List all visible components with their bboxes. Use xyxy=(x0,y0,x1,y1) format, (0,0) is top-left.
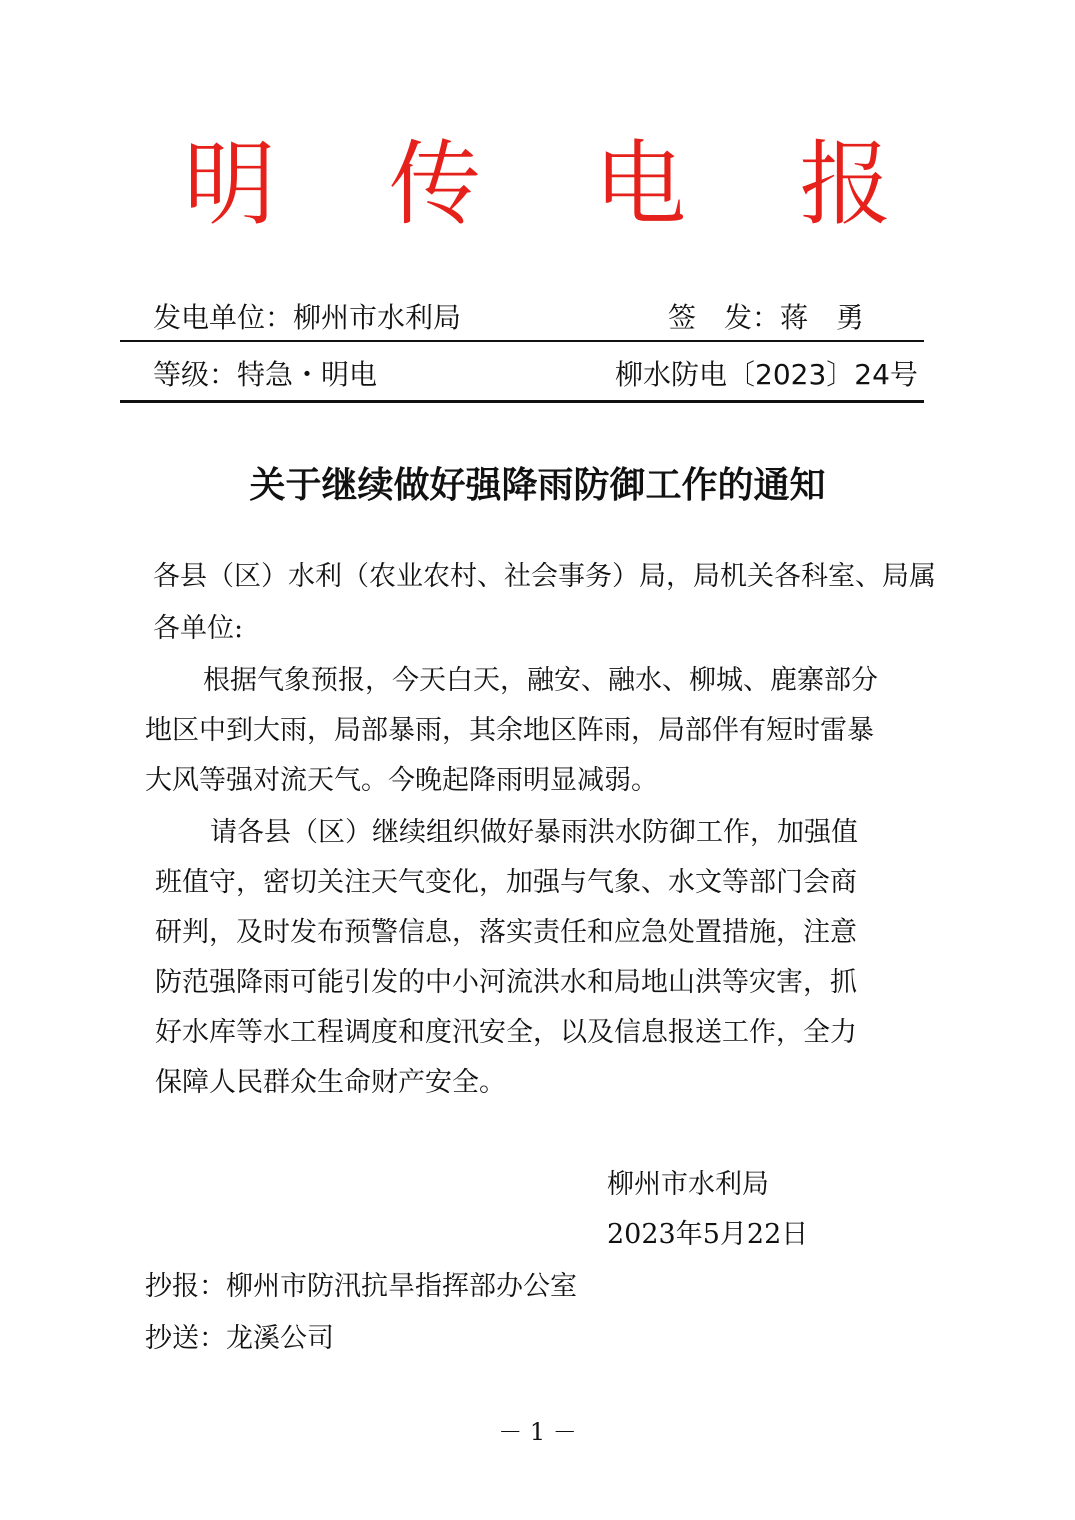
urgency-level: 等级：特急・明电 xyxy=(153,358,378,391)
document-number: 柳水防电〔2023〕24号 xyxy=(615,358,918,391)
salutation-line-1: 各县（区）水利（农业农村、社会事务）局，局机关各科室、局属 xyxy=(153,561,936,592)
signer: 签 发：蒋 勇 xyxy=(668,301,865,334)
report-to: 抄报：柳州市防汛抗旱指挥部办公室 xyxy=(145,1271,577,1302)
telegram-header-title: 明 传 电 报 xyxy=(183,131,934,238)
notice-title: 关于继续做好强降雨防御工作的通知 xyxy=(249,464,826,506)
paragraph-1-line: 大风等强对流天气。今晚起降雨明显减弱。 xyxy=(145,765,658,796)
paragraph-2-line: 研判，及时发布预警信息，落实责任和应急处置措施，注意 xyxy=(155,917,857,948)
sender-unit: 发电单位：柳州市水利局 xyxy=(153,301,462,334)
meta-divider-thin xyxy=(120,340,924,342)
send-to: 抄送：龙溪公司 xyxy=(145,1323,334,1354)
paragraph-2-line: 保障人民群众生命财产安全。 xyxy=(155,1067,506,1098)
paragraph-2-line: 请各县（区）继续组织做好暴雨洪水防御工作，加强值 xyxy=(210,817,858,848)
meta-divider-thick xyxy=(120,400,924,403)
paragraph-2-line: 班值守，密切关注天气变化，加强与气象、水文等部门会商 xyxy=(155,867,857,898)
paragraph-1-line: 地区中到大雨，局部暴雨，其余地区阵雨，局部伴有短时雷暴 xyxy=(145,715,874,746)
paragraph-1-line: 根据气象预报，今天白天，融安、融水、柳城、鹿寨部分 xyxy=(203,665,878,696)
paragraph-2-line: 防范强降雨可能引发的中小河流洪水和局地山洪等灾害，抓 xyxy=(155,967,857,998)
signature-org: 柳州市水利局 xyxy=(607,1169,769,1200)
paragraph-2-line: 好水库等水工程调度和度汛安全，以及信息报送工作，全力 xyxy=(155,1017,857,1048)
signature-date: 2023年5月22日 xyxy=(607,1219,809,1250)
page-number: － 1 － xyxy=(498,1418,577,1446)
salutation-line-2: 各单位: xyxy=(153,613,244,644)
